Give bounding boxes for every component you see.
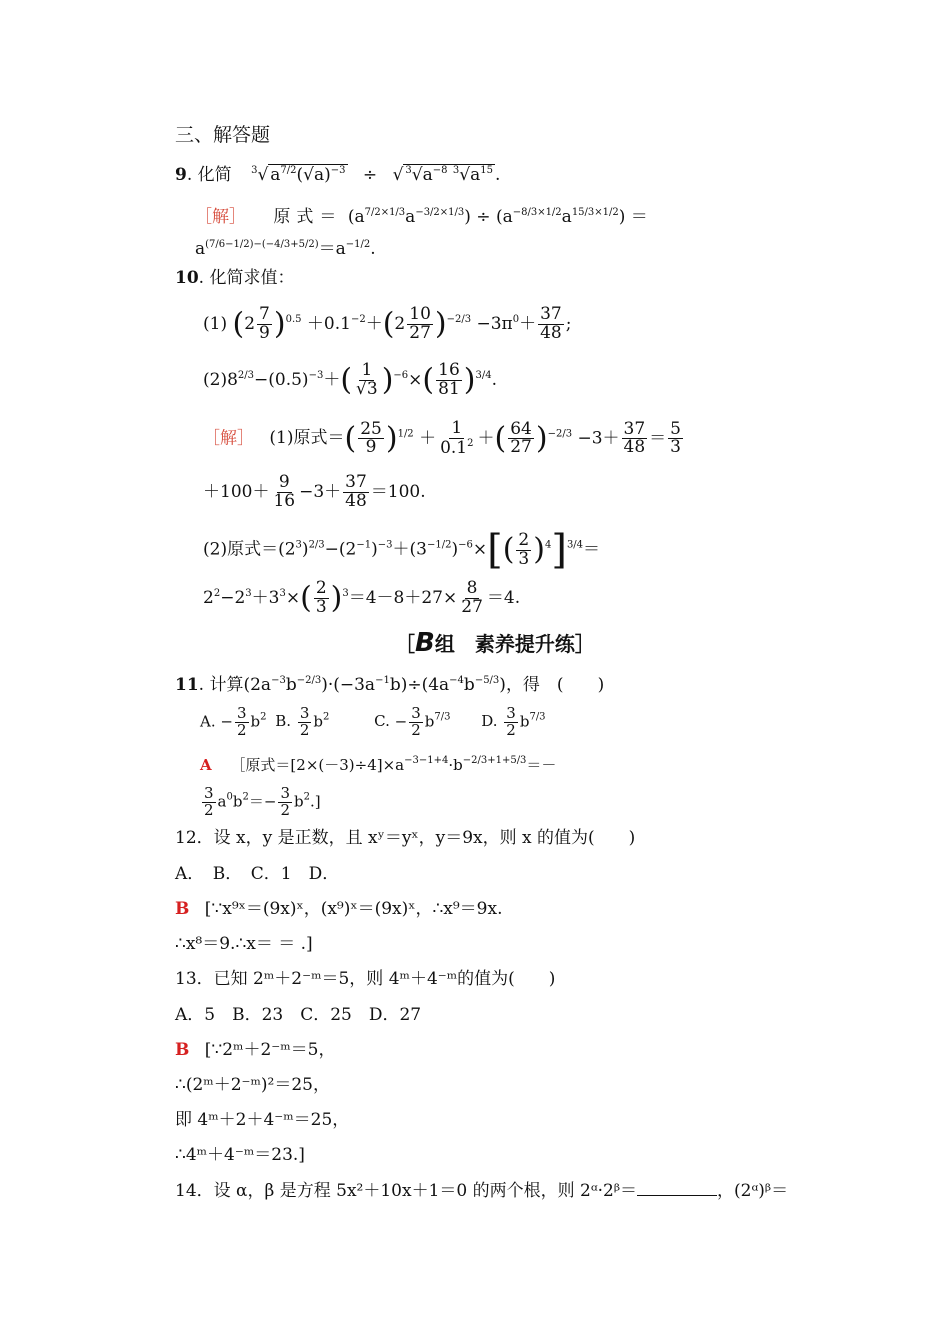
q9-solution-text: 原式＝	[273, 207, 343, 227]
q11-solution: A ［原式$=[2\times(-3)\div 4]\times a^{-3-1+4}\cdot b^{-2/3+1+5/3}=-$	[200, 755, 557, 774]
q10-part2: $(2)8^{2/3}-(0.5)^{-3}+$( $\frac{1}{√3}$ )$^{-6}$×( $\frac{16}{81}$ )$^{3/4}$.	[203, 360, 497, 399]
q9-number: 9	[175, 165, 187, 185]
question-10: 10. 化简求值：	[175, 268, 295, 288]
question-14	[175, 1183, 788, 1200]
q11-option-a: A.	[200, 712, 216, 731]
q9-solution: ［解］ 原式＝ $(a^{7/2\times 1/3}a^{-3/2\times 1/3}) \div (a^{-8/3\times 1/2}a^{15/3\times 1/2})$ ＝	[195, 207, 648, 227]
q10-number: 10	[175, 268, 199, 288]
question-11: 11. 计算$(2a^{-3}b^{-2/3})\cdot(-3a^{-1}b)\div(4a^{-4}b^{-5/3})$，得 ( )	[175, 675, 605, 695]
q11-solution-line2: $\frac{3}{2}$ $a^0b^2=-$ $\frac{3}{2}$ $b^2$.]	[204, 784, 321, 819]
q10-sol1-prefix: (1)原式＝	[269, 428, 345, 449]
q13-sol4: ∴4ᵐ＋4⁻ᵐ＝23.]	[175, 1145, 305, 1165]
q12-solution	[175, 901, 502, 918]
group-b-bracket-left: ［	[395, 632, 415, 656]
q12-options: A． B． C．1 D．	[175, 864, 340, 884]
q11-option-c: C.	[374, 712, 390, 731]
q11-number: 11	[175, 675, 199, 695]
group-b-letter: B	[415, 628, 435, 658]
question-13: 13．已知 2ᵐ＋2⁻ᵐ＝5，则 4ᵐ＋4⁻ᵐ的值为( )	[175, 969, 556, 989]
q10-prompt: 化简求值：	[209, 268, 295, 288]
q11-option-d: D.	[481, 712, 498, 731]
section-title: 三、解答题	[175, 124, 271, 146]
q9-solution-line2: $a^{(7/6-1/2)-(-4/3+5/2)}=a^{-1/2}$.	[195, 239, 376, 259]
q10-part1-label: (1)	[203, 313, 228, 334]
group-b-heading	[395, 628, 595, 658]
q10-sol1-end: ＝100.	[370, 481, 426, 502]
q13-options: A．5 B．23 C．25 D．27	[175, 1005, 422, 1025]
q10-solution-2b: $2^2-2^3+3^3\times$( $\frac{2}{3}$ )$^3$＝4－8＋27× $\frac{8}{27}$ ＝4.	[203, 578, 521, 617]
q11-sol-end: ＝－	[526, 756, 557, 774]
q13-sol2: ∴(2ᵐ＋2⁻ᵐ)²＝25，	[175, 1075, 330, 1095]
q13-answer: B	[175, 1040, 190, 1060]
q11-sol-prefix: ［原式＝[2×(－3)÷4]×	[230, 756, 396, 774]
q10-solution-2: (2)原式$=(2^3)^{2/3}-(2^{-1})^{-3}+(3^{-1/2})^{-6}\times$[( $\frac{2}{3}$ )$^4$]$^{3/4}$＝	[203, 527, 601, 573]
q11-tail: ，得 ( )	[505, 675, 605, 695]
q10-part1: (1) (2 $\frac{7}{9}$ )$^{0.5} +0.1^{-2}+(2$ $\frac{10}{27}$ )$^{-2/3} -3\pi^0+$ $\frac{37}{48}$ ;	[203, 304, 572, 343]
question-9: 9. 化简 $^3$√ $a^{7/2}(√a)^{-3}$ ÷ √ $^3√a^{-8}$ $^3√a^{15}$ .	[175, 165, 501, 185]
q11-options: A. − $\frac{3}{2}$ $b^2$ B. $\frac{3}{2}$ $b^2$ C. − $\frac{3}{2}$ $b^{7/3}$ D. $\frac{3}{2}$ $b^{7/3}$	[200, 704, 546, 739]
question-12: 12．设 x，y 是正数，且 xʸ＝yˣ，y＝9x，则 x 的值为( )	[175, 828, 636, 848]
q10-sol2-result: ＝4－8＋27×	[348, 587, 458, 608]
q10-solution-1b: ＋100＋ $\frac{9}{16}$ −3＋ $\frac{37}{48}$ ＝100.	[203, 472, 426, 511]
q11-answer: A	[200, 756, 212, 774]
q10-solution-tag: ［解］	[203, 428, 254, 449]
q10-solution-1: ［解］ (1)原式＝( $\frac{25}{9}$ )$^{1/2}$ ＋ $\frac{1}{0.1^2}$ ＋( $\frac{64}{27}$ )$^{-2/3}$ −3＋ $\frac{37}{48}$ ＝ $\frac{5}{3}$	[203, 418, 681, 458]
q9-prompt: 化简	[197, 165, 232, 185]
q14-tail: ，(2ᵅ)ᵝ＝	[717, 1181, 789, 1201]
q12-sol1: [∵x⁹ˣ＝(9x)ˣ，(x⁹)ˣ＝(9x)ˣ，∴x⁹＝9x.	[204, 899, 503, 919]
q12-answer: B	[175, 899, 190, 919]
q10-sol2-end: ＝4.	[486, 587, 521, 608]
q12-solution-line2: ∴x⁸＝9.∴x＝ ＝ .]	[175, 934, 313, 954]
group-b-title: 组 素养提升练	[434, 632, 575, 656]
q11-prompt: 计算	[209, 675, 244, 695]
q14-blank-1[interactable]	[637, 1195, 717, 1196]
q9-solution-tag: ［解］	[195, 207, 246, 227]
q11-option-b: B.	[275, 712, 292, 731]
q14-text: 14．设 α，β 是方程 5x²＋10x＋1＝0 的两个根，则 2ᵅ·2ᵝ＝	[175, 1181, 638, 1201]
q10-sol2-prefix: (2)原式＝	[203, 539, 279, 560]
q13-solution	[175, 1042, 336, 1059]
q10-sol1-result: ＋100＋	[203, 481, 270, 502]
q10-part2-label: (2)	[203, 369, 228, 390]
q13-sol1: [∵2ᵐ＋2⁻ᵐ＝5，	[204, 1040, 336, 1060]
q13-sol3: 即 4ᵐ＋2＋4⁻ᵐ＝25，	[175, 1110, 350, 1130]
group-b-bracket-right: ］	[574, 632, 595, 656]
